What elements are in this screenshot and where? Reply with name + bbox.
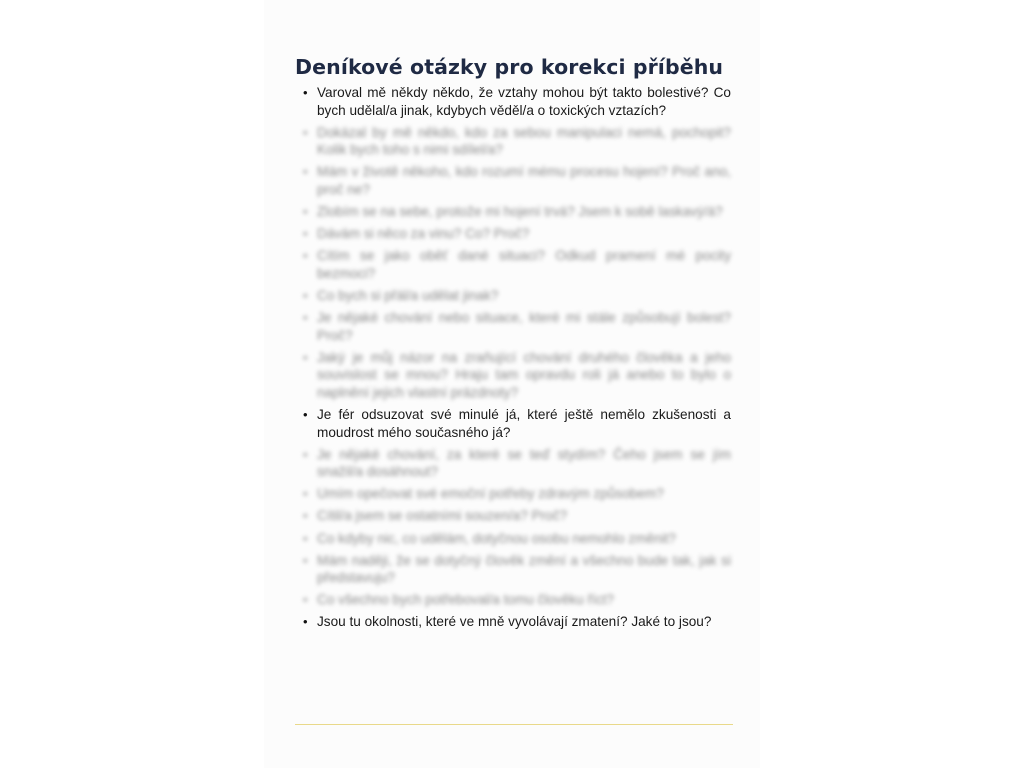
list-item: • Dokázal by mě někdo, kdo za sebou manipulaci nemá, pochopit? Kolik bych toho s nimi sdílel/a? — [295, 124, 731, 159]
list-item: • Dávám si něco za vinu? Co? Proč? — [295, 225, 731, 243]
footer-divider — [295, 724, 733, 725]
list-item: • Jaký je můj názor na zraňující chování druhého člověka a jeho souvislost se mnou? Hraju tam opravdu roli já anebo to bylo o naplnění jejich vlastní prázdnoty? — [295, 349, 731, 402]
list-item: • Varoval mě někdy někdo, že vztahy mohou být takto bolestivé? Co bych udělal/a jinak, kdybych věděl/a o toxických vztazích? — [295, 84, 731, 119]
list-item: • Co kdyby nic, co udělám, dotyčnou osobu nemohlo změnit? — [295, 530, 731, 548]
list-item: • Mám naději, že se dotyčný člověk změní a všechno bude tak, jak si představuju? — [295, 552, 731, 587]
list-item: • Umím opečovat své emoční potřeby zdravým způsobem? — [295, 485, 731, 503]
list-item: • Jsou tu okolnosti, které ve mně vyvolávají zmatení? Jaké to jsou? — [295, 613, 731, 631]
list-item: • Mám v životě někoho, kdo rozumí mému procesu hojení? Proč ano, proč ne? — [295, 163, 731, 198]
document-content — [295, 56, 731, 636]
list-item: • Co bych si přál/a udělat jinak? — [295, 287, 731, 305]
list-item: • Je nějaké chování nebo situace, které mi stále způsobují bolest? Proč? — [295, 309, 731, 344]
list-item: • Co všechno bych potřeboval/a tomu člověku říct? — [295, 591, 731, 609]
page-title: Deníkové otázky pro korekci příběhu — [295, 55, 724, 79]
list-item: • Cítím se jako oběť dané situaci? Odkud pramení mé pocity bezmoci? — [295, 247, 731, 282]
list-item: • Je fér odsuzovat své minulé já, které ještě nemělo zkušenosti a moudrost mého současného já? — [295, 406, 731, 441]
list-item: • Je nějaké chování, za které se teď stydím? Čeho jsem se jím snažil/a dosáhnout? — [295, 446, 731, 481]
question-list — [295, 84, 731, 631]
list-item: • Zlobím se na sebe, protože mi hojení trvá? Jsem k sobě laskavý/á? — [295, 203, 731, 221]
list-item: • Cítil/a jsem se ostatními souzen/a? Proč? — [295, 507, 731, 525]
